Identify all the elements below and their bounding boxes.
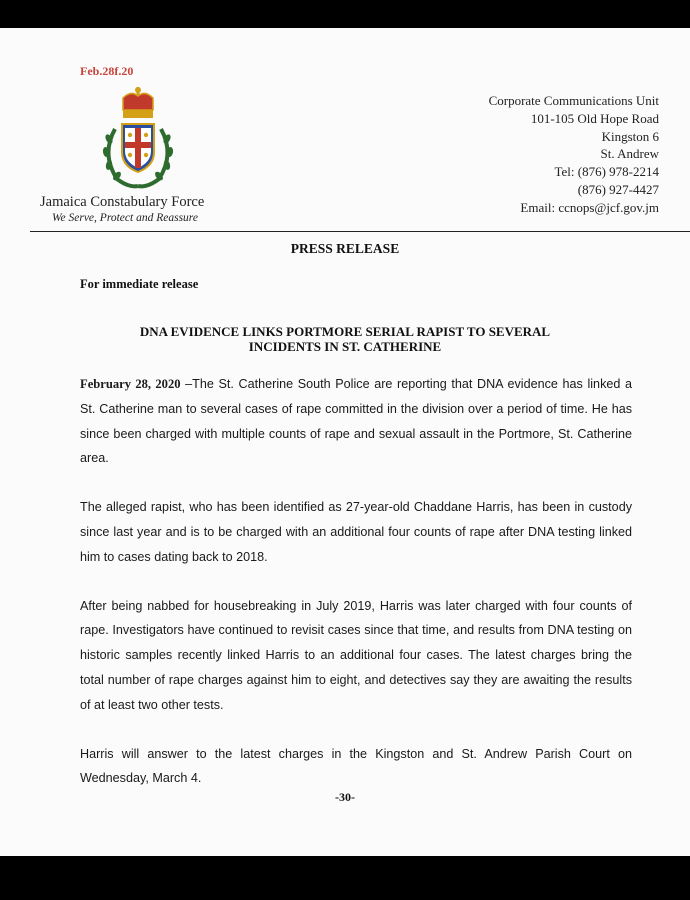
paragraph-2: The alleged rapist, who has been identified as 27-year-old Chaddane Harris, has been in custody since last year and is to be charged with an additional four counts of rape after DNA testing linked him to cases dating back to 2018. xyxy=(80,500,632,564)
contact-tel-2: (876) 927-4427 xyxy=(577,181,659,197)
press-release-page xyxy=(0,28,690,856)
organization-name: Jamaica Constabulary Force xyxy=(40,194,205,210)
paragraph-3: After being nabbed for housebreaking in July 2019, Harris was later charged with four counts of rape. Investigators have continued to revisit cases since that time, and results from DNA testing on historic samples recently linked Harris to an additional four cases. The latest charges bring the total number of rape charges against him to eight, and detectives say they are awaiting the results of at least two other tests. xyxy=(80,598,632,712)
contact-parish: St. Andrew xyxy=(600,146,659,162)
contact-block xyxy=(489,92,659,217)
release-line: For immediate release xyxy=(80,277,199,291)
contact-street: 101-105 Old Hope Road xyxy=(530,110,659,126)
contact-city: Kingston 6 xyxy=(601,128,659,144)
paragraph-1-text: –The St. Catherine South Police are reporting that DNA evidence has linked a St. Catherine man to several cases of rape committed in the division over a period of time. He has since been charged with multiple counts of rape and sexual assault in the Portmore, St. Catherine area. xyxy=(80,377,632,466)
paragraph-4: Harris will answer to the latest charges in the Kingston and St. Andrew Parish Court on Wednesday, March 4. xyxy=(80,746,632,786)
reference-number: Feb.28f.20 xyxy=(80,64,134,78)
press-release-title: PRESS RELEASE xyxy=(290,241,400,256)
contact-tel-1: Tel: (876) 978-2214 xyxy=(554,164,659,180)
header-divider xyxy=(30,231,690,232)
jcf-crest-icon xyxy=(95,84,181,194)
paragraph-1 xyxy=(80,372,632,471)
organization-motto: We Serve, Protect and Reassure xyxy=(52,212,198,224)
contact-unit: Corporate Communications Unit xyxy=(488,93,659,108)
end-mark: -30- xyxy=(335,790,355,804)
contact-email: Email: ccnops@jcf.gov.jm xyxy=(520,199,659,215)
release-body xyxy=(80,372,632,815)
headline: DNA EVIDENCE LINKS PORTMORE SERIAL RAPIST TO SEVERAL INCIDENTS IN ST. CATHERINE xyxy=(139,324,551,354)
dateline: February 28, 2020 xyxy=(80,377,181,391)
